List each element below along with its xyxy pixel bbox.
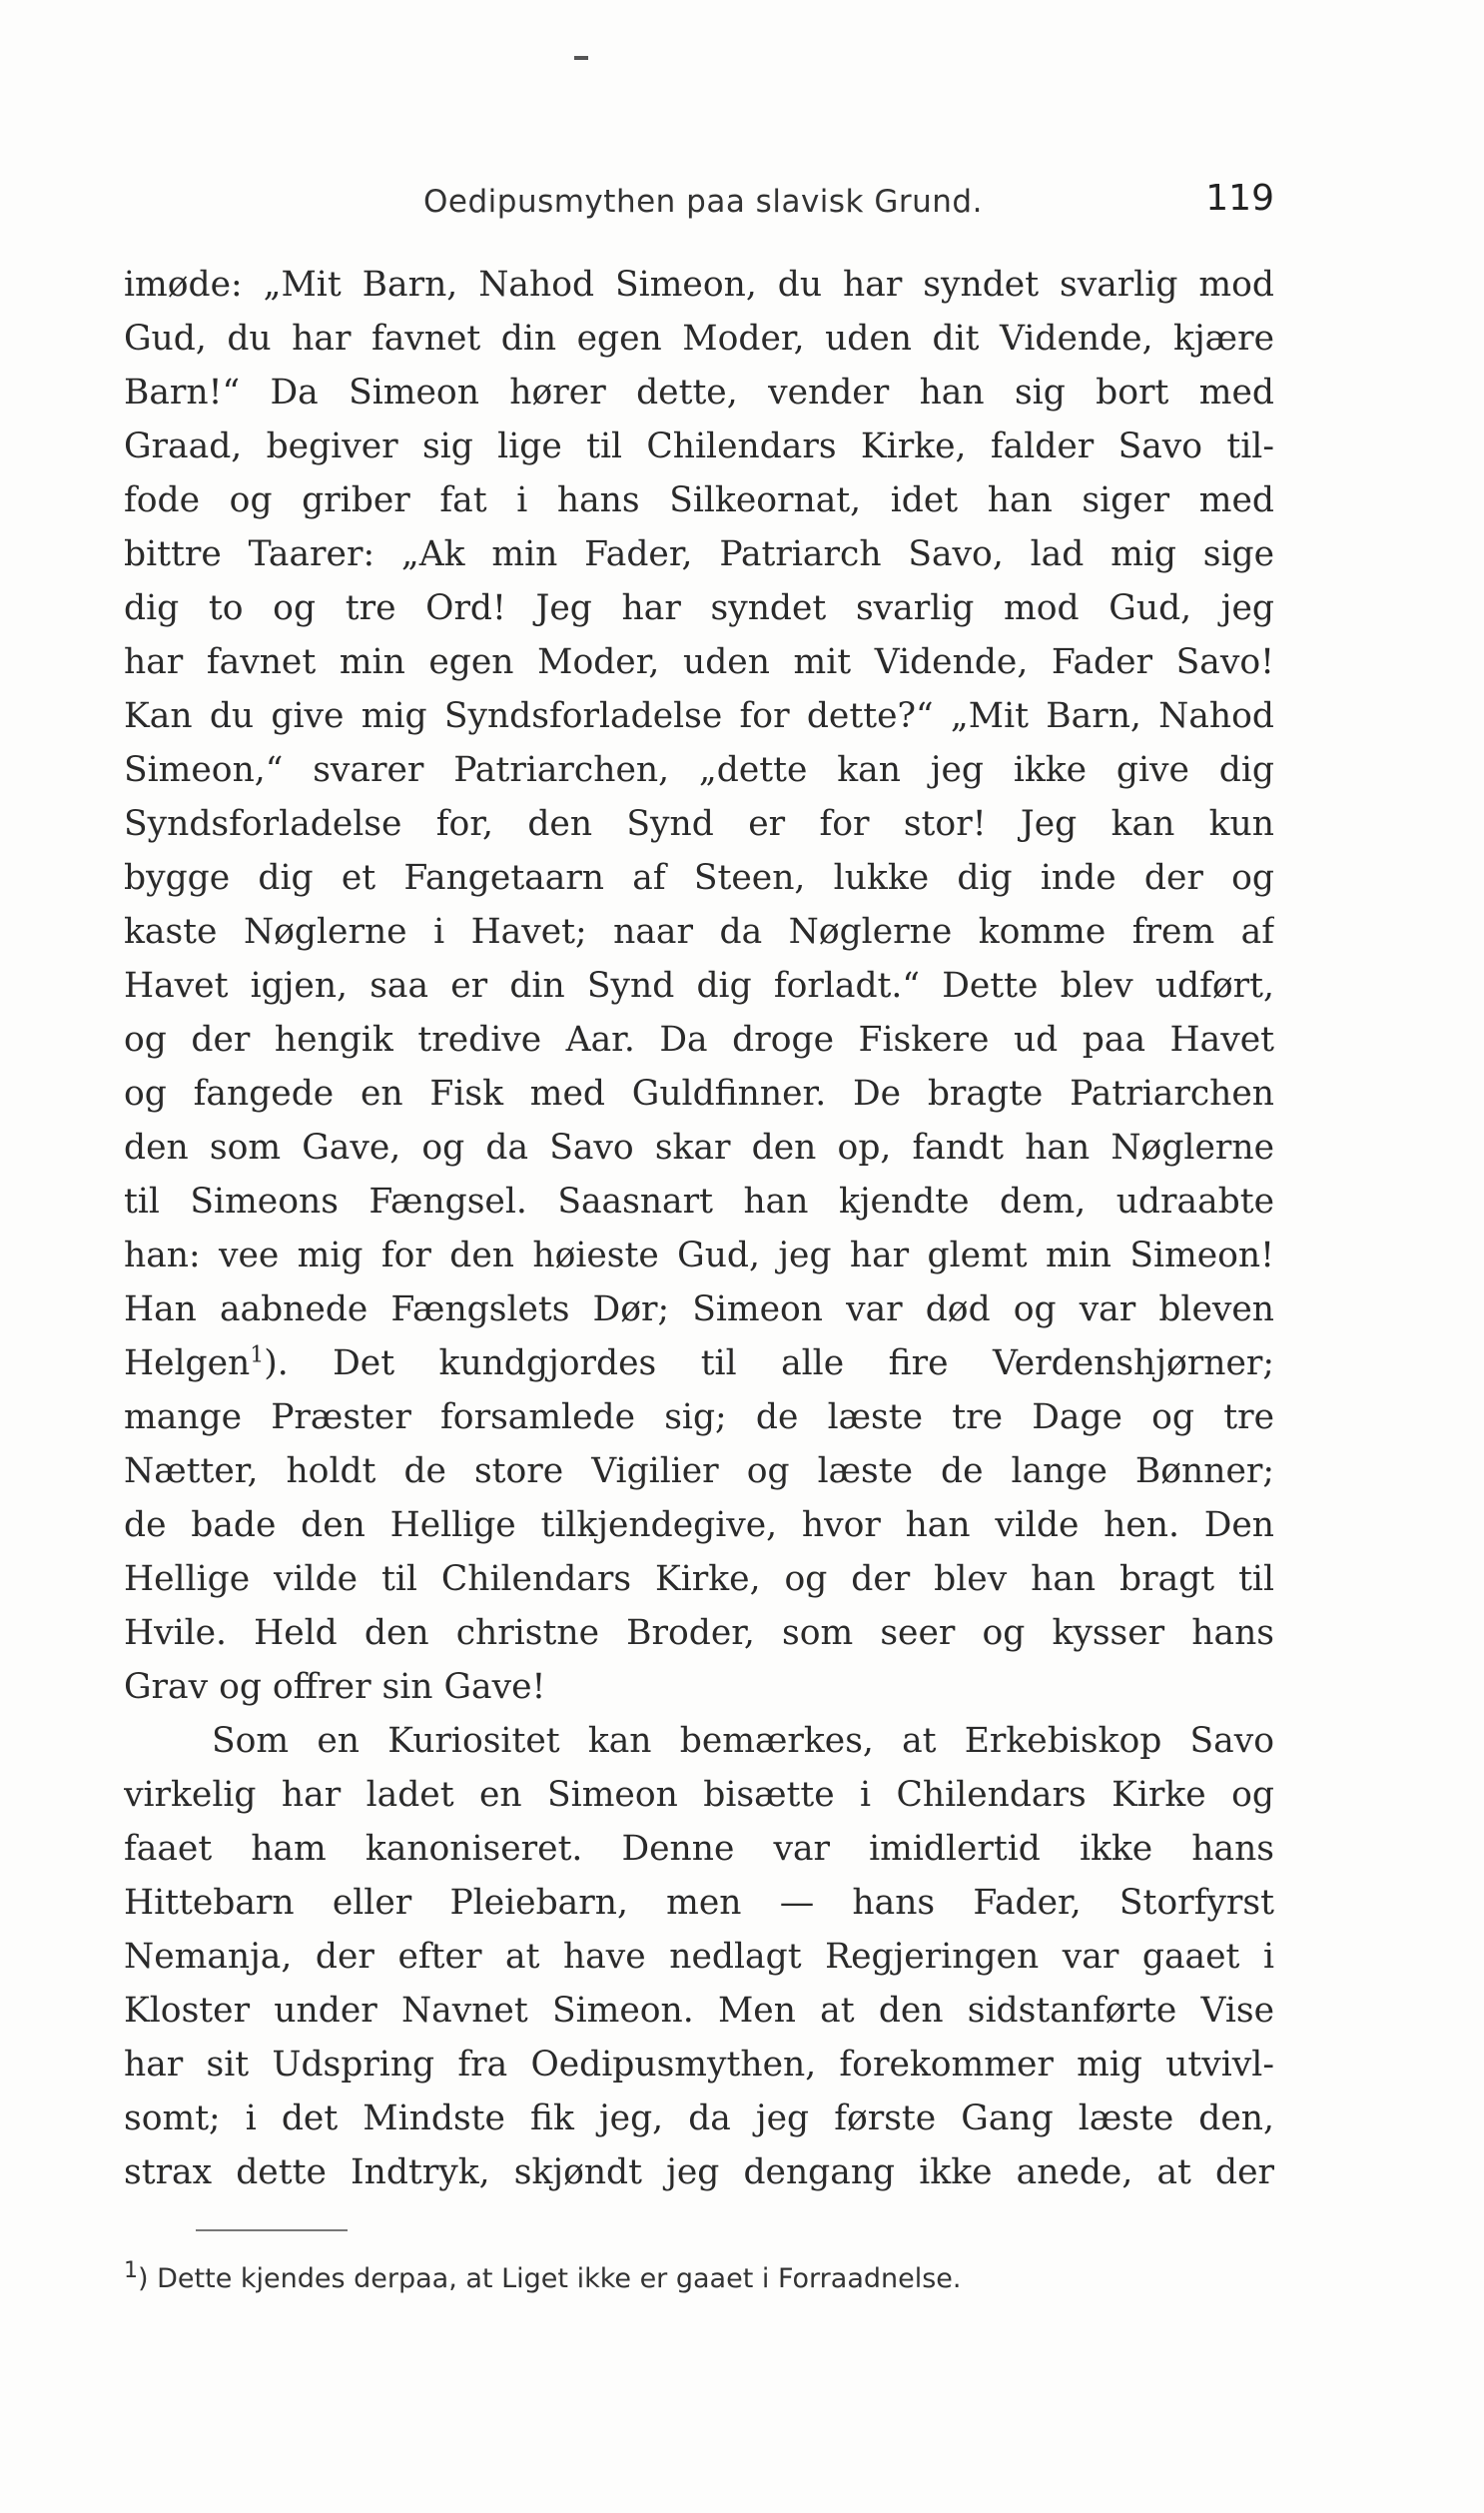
text-line: Han aabnede Fængslets Dør; Simeon var død og var bleven (124, 1289, 1274, 1329)
page-top-mark (574, 56, 588, 60)
text-line: bittre Taarer: „Ak min Fader, Patriarch Savo, lad mig sige (124, 534, 1274, 574)
text-line: Nemanja, der efter at have nedlagt Regjeringen var gaaet i (124, 1937, 1274, 1977)
text-line: Nætter, holdt de store Vigilier og læste de lange Bønner; (124, 1451, 1274, 1491)
text-line: faaet ham kanoniseret. Denne var imidlertid ikke hans (124, 1829, 1274, 1869)
text-line: Grav og offrer sin Gave! (124, 1667, 546, 1707)
text-line: Havet igjen, saa er din Synd dig forladt.“ Dette blev udført, (124, 966, 1274, 1006)
text-line: virkelig har ladet en Simeon bisætte i Chilendars Kirke og (124, 1775, 1274, 1815)
page-number: 119 (1205, 178, 1274, 219)
text-line: Gud, du har favnet din egen Moder, uden dit Vidende, kjære (124, 319, 1274, 359)
text-line: Hittebarn eller Pleiebarn, men — hans Fader, Storfyrst (124, 1883, 1274, 1923)
text-line-with-footnote-ref (124, 1336, 1274, 1390)
text-line: strax dette Indtryk, skjøndt jeg dengang ikke anede, at der (124, 2152, 1274, 2192)
line-text-after-ref: ). Det kundgjordes til alle fire Verdenshjørner; (264, 1343, 1274, 1383)
text-line: dig to og tre Ord! Jeg har syndet svarlig mod Gud, jeg (124, 588, 1274, 628)
text-line: Kan du give mig Syndsforladelse for dette?“ „Mit Barn, Nahod (124, 696, 1274, 736)
footnote (124, 2258, 1274, 2294)
text-line: Hvile. Held den christne Broder, som seer og kysser hans (124, 1613, 1274, 1653)
text-line: mange Præster forsamlede sig; de læste tre Dage og tre (124, 1397, 1274, 1437)
text-line: fode og griber fat i hans Silkeornat, idet han siger med (124, 480, 1274, 520)
text-line: den som Gave, og da Savo skar den op, fandt han Nøglerne (124, 1128, 1274, 1168)
footnote-divider (196, 2229, 348, 2231)
text-line: bygge dig et Fangetaarn af Steen, lukke dig inde der og (124, 858, 1274, 898)
footnote-marker: 1 (124, 2258, 138, 2283)
text-line: til Simeons Fængsel. Saasnart han kjendte dem, udraabte (124, 1182, 1274, 1222)
text-line: de bade den Hellige tilkjendegive, hvor han vilde hen. Den (124, 1505, 1274, 1545)
body-text (124, 258, 1274, 2199)
text-line: Kloster under Navnet Simeon. Men at den sidstanførte Vise (124, 1991, 1274, 2031)
text-line: Hellige vilde til Chilendars Kirke, og der blev han bragt til (124, 1559, 1274, 1599)
paragraph-first-line: Som en Kuriositet kan bemærkes, at Erkebiskop Savo (212, 1721, 1274, 1761)
running-header (124, 178, 1274, 226)
text-line: og der hengik tredive Aar. Da droge Fiskere ud paa Havet (124, 1020, 1274, 1060)
line-text-before-ref: Helgen (124, 1343, 251, 1383)
text-line: imøde: „Mit Barn, Nahod Simeon, du har syndet svarlig mod (124, 265, 1274, 305)
footnote-text: ) Dette kjendes derpaa, at Liget ikke er gaaet i Forraadnelse. (138, 2263, 962, 2294)
running-title: Oedipusmythen paa slavisk Grund. (423, 184, 983, 220)
footnote-reference[interactable]: 1 (250, 1342, 265, 1368)
text-line: og fangede en Fisk med Guldfinner. De bragte Patriarchen (124, 1074, 1274, 1114)
text-line: har sit Udspring fra Oedipusmythen, forekommer mig utvivl- (124, 2045, 1274, 2085)
text-line: har favnet min egen Moder, uden mit Vidende, Fader Savo! (124, 642, 1274, 682)
text-line: Barn!“ Da Simeon hører dette, vender han sig bort med (124, 373, 1274, 413)
text-line: kaste Nøglerne i Havet; naar da Nøglerne komme frem af (124, 912, 1274, 952)
text-line: Simeon,“ svarer Patriarchen, „dette kan jeg ikke give dig (124, 750, 1274, 790)
text-line: Syndsforladelse for, den Synd er for stor! Jeg kan kun (124, 804, 1274, 844)
text-line: somt; i det Mindste fik jeg, da jeg første Gang læste den, (124, 2098, 1274, 2138)
text-line: Graad, begiver sig lige til Chilendars Kirke, falder Savo til- (124, 426, 1274, 466)
text-line: han: vee mig for den høieste Gud, jeg har glemt min Simeon! (124, 1236, 1274, 1275)
